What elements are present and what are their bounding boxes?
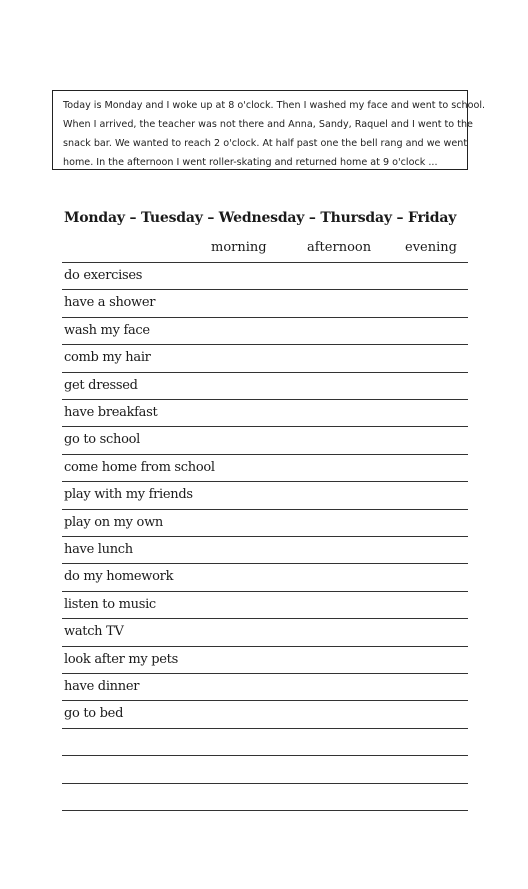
table-rule: [62, 673, 468, 674]
table-rule: [62, 536, 468, 537]
table-rule: [62, 317, 468, 318]
table-rule: [62, 509, 468, 510]
activity-item: get dressed: [64, 378, 138, 393]
activity-item: listen to music: [64, 597, 156, 612]
activity-item: do exercises: [64, 268, 143, 283]
table-rule: [62, 372, 468, 373]
table-rule: [62, 262, 468, 263]
activity-item: play on my own: [64, 515, 163, 530]
table-rule: [62, 344, 468, 345]
table-rule: [62, 783, 468, 784]
activity-item: watch TV: [64, 624, 124, 639]
table-rule: [62, 618, 468, 619]
table-rule: [62, 454, 468, 455]
story-line: snack bar. We wanted to reach 2 o'clock. At half past one the bell rang and we went: [63, 138, 468, 149]
story-box: [52, 90, 486, 170]
column-header-afternoon: afternoon: [307, 240, 372, 255]
activity-item: look after my pets: [64, 652, 178, 667]
table-rule: [62, 646, 468, 647]
activity-item: go to bed: [64, 706, 124, 721]
days-heading: Monday – Tuesday – Wednesday – Thursday – Friday: [64, 210, 457, 226]
story-line: Today is Monday and I woke up at 8 o'clock. Then I washed my face and went to school.: [63, 100, 486, 111]
column-header-morning: morning: [211, 240, 267, 255]
table-rule: [62, 700, 468, 701]
activity-item: come home from school: [64, 460, 215, 475]
story-line: home. In the afternoon I went roller-skating and returned home at 9 o'clock ...: [63, 157, 438, 168]
activity-item: comb my hair: [64, 350, 151, 365]
table-rule: [62, 755, 468, 756]
table-rule: [62, 728, 468, 729]
activity-item: go to school: [64, 432, 140, 447]
table-rule: [62, 399, 468, 400]
activity-item: have breakfast: [64, 405, 158, 420]
table-rule: [62, 426, 468, 427]
table-rule: [62, 481, 468, 482]
column-header-evening: evening: [405, 240, 457, 255]
table-rule: [62, 591, 468, 592]
activity-item: have dinner: [64, 679, 140, 694]
table-rule: [62, 563, 468, 564]
story-line: When I arrived, the teacher was not there and Anna, Sandy, Raquel and I went to the: [63, 119, 473, 130]
activity-item: do my homework: [64, 569, 174, 584]
table-rule: [62, 289, 468, 290]
activity-item: play with my friends: [64, 487, 193, 502]
activity-item: wash my face: [64, 323, 150, 338]
activity-item: have lunch: [64, 542, 133, 557]
activity-item: have a shower: [64, 295, 156, 310]
table-rule: [62, 810, 468, 811]
